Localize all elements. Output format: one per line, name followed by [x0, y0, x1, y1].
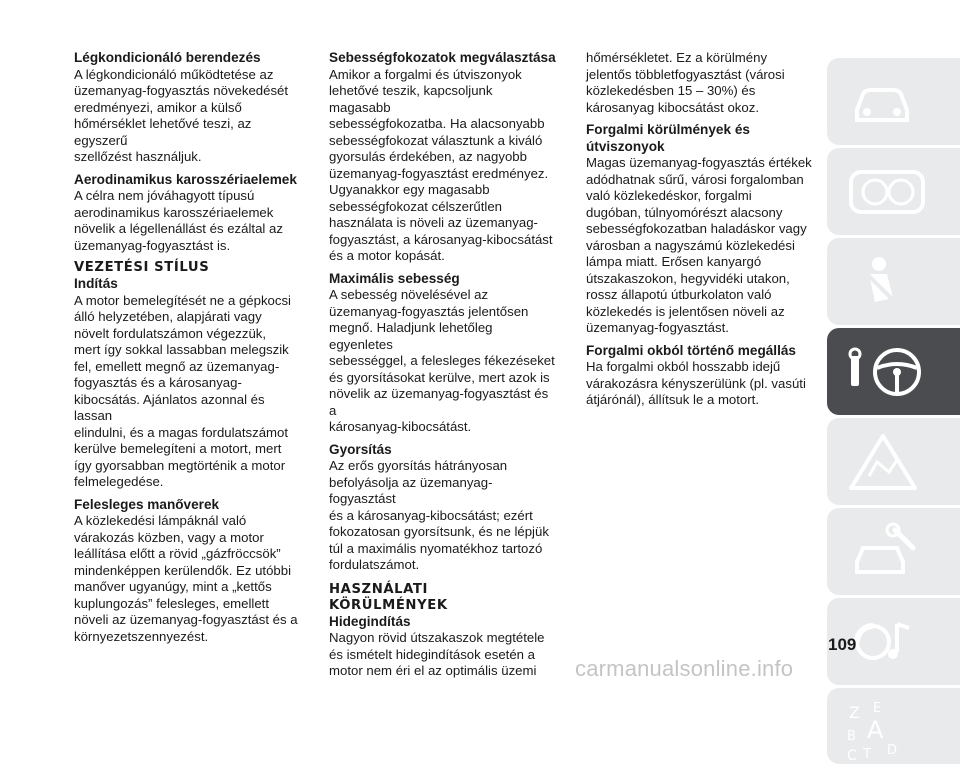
warning-triangle-icon	[847, 432, 927, 492]
index-letter-b: B	[847, 729, 856, 744]
column-2	[329, 50, 557, 686]
tab-index[interactable]	[827, 688, 960, 764]
paragraph-traffic-conditions: Magas üzemanyag-fogyasztás értékek adódhatnak sűrű, városi forgalomban való közlekedéskor, forgalmi dugóban, túlnyomórészt alacsony sebességfokozatban haladáskor vagy városban a nagyszámú közlekedési lámpa miatt. Erősen kanyargó útszakaszokon, hegyvidéki utakon, rossz állapotú útburkolaton való közlekedés is jelentősen növeli az üzemanyag-fogyasztást.	[586, 155, 812, 335]
index-letter-t: T	[863, 747, 871, 762]
heading-maximum-speed: Maximális sebesség	[329, 270, 460, 286]
heading-air-conditioning: Légkondicionáló berendezés	[74, 50, 261, 65]
tab-car[interactable]	[827, 58, 960, 145]
heading-traffic-stops: Forgalmi okból történő megállás	[586, 342, 796, 358]
index-letter-d: D	[887, 743, 898, 758]
index-letters-icon	[847, 702, 937, 762]
page-number: 109	[828, 635, 857, 654]
index-letter-z: Z	[849, 703, 860, 722]
index-letter-a: A	[867, 716, 884, 744]
paragraph-cold-start: Nagyon rövid útszakaszok megtétele és ismételt hidegindítások esetén a motor nem éri el az optimális üzemi	[329, 630, 545, 678]
seat-safety-icon	[847, 252, 917, 312]
column-1	[74, 50, 302, 651]
heading-acceleration: Gyorsítás	[329, 441, 392, 457]
steering-wheel-key-icon	[847, 342, 937, 402]
dashboard-icon	[847, 162, 927, 222]
car-icon	[847, 72, 917, 132]
heading-traffic-conditions: Forgalmi körülmények és útviszonyok	[586, 122, 750, 154]
tab-emergency[interactable]	[827, 418, 960, 505]
index-letter-e: E	[873, 702, 882, 716]
paragraph-maximum-speed: A sebesség növelésével az üzemanyag-fogyasztás jelentősen megnő. Haladjunk lehetőleg egyenletes sebességgel, a felesleges fékezéseket és gyorsításokat kerülve, mert azok is növelik az üzemanyag-fogyasztást és a károsanyag-kibocsátást.	[329, 287, 555, 434]
paragraph-acceleration: Az erős gyorsítás hátrányosan befolyásolja az üzemanyag-fogyasztást és a károsanyag-kibocsátást; ezért fokozatosan gyorsítsunk, és ne lépjük túl a maximális nyomatékhoz tartozó fordulatszámot.	[329, 458, 549, 572]
heading-aerodynamic-parts: Aerodinamikus karosszériaelemek	[74, 171, 297, 187]
paragraph-starting: A motor bemelegítését ne a gépkocsi álló helyzetében, alapjárati vagy növelt fordulatszámon végezzük, mert így sokkal lassabban melegszik fel, emellett megnő az üzemanyag- fogyasztás és a károsanyag- kibocsátás. Ajánlatos azonnal és lassan elindulni, és a magas fordulatszámot kerülve bemelegíteni a motort, mert így gyorsabban megtörténik a motor felmelegedése.	[74, 292, 291, 489]
paragraph-cold-start-continued: hőmérsékletet. Ez a körülmény jelentős többletfogyasztást (városi közlekedésben 15 – 30%) és károsanyag kibocsátást okoz.	[586, 50, 785, 115]
paragraph-air-conditioning: A légkondicionáló működtetése az üzemanyag-fogyasztás növekedését eredményezi, amikor a külső hőmérséklet lehetővé teszi, az egyszerű szellőzést használjuk.	[74, 66, 289, 164]
paragraph-aerodynamic-parts: A célra nem jóváhagyott típusú aerodinamikus karosszériaelemek növelik a légellenállást és ezáltal az üzemanyag-fogyasztást is.	[74, 188, 283, 253]
tab-starting-driving[interactable]	[827, 328, 960, 415]
section-title-conditions-line2: KÖRÜLMÉNYEK	[329, 597, 448, 613]
heading-starting: Indítás	[74, 276, 118, 291]
section-title-conditions-line1: HASZNÁLATI	[329, 581, 429, 597]
heading-gear-selection: Sebességfokozatok megválasztása	[329, 50, 556, 65]
chapter-tabs	[827, 58, 960, 767]
wrench-car-icon	[847, 522, 927, 582]
paragraph-traffic-stops: Ha forgalmi okból hosszabb idejű várakozásra kényszerülünk (pl. vasúti átjárónál), állítsuk le a motort.	[586, 359, 806, 407]
tab-dashboard[interactable]	[827, 148, 960, 235]
paragraph-gear-selection: Amikor a forgalmi és útviszonyok lehetővé teszik, kapcsoljunk magasabb sebességfokozatba. Ha alacsonyabb sebességfokozat választunk a kiváló gyorsulás érdekében, az nagyobb üzemanyag-fogyasztást eredményez. Ugyanakkor egy magasabb sebességfokozat célszerűtlen használata is növeli az üzemanyag- fogyasztást, a károsanyag-kibocsátást és a motor kopását.	[329, 66, 553, 263]
section-title-driving-style: VEZETÉSI STÍLUS	[74, 260, 210, 275]
tab-maintenance[interactable]	[827, 508, 960, 595]
column-3	[586, 50, 814, 415]
heading-cold-start: Hidegindítás	[329, 613, 411, 629]
watermark: carmanualsonline.info	[575, 656, 794, 681]
tab-safety[interactable]	[827, 238, 960, 325]
paragraph-unnecessary-manoeuvres: A közlekedési lámpáknál való várakozás közben, vagy a motor leállítása előtt a rövid „gázfröccsök” mindenképpen kerülendők. Ez utóbbi manőver ugyanúgy, mint a „kettős kuplungozás” felesleges, emellett növeli az üzemanyag-fogyasztást és a környezetszennyezést.	[74, 513, 298, 644]
multimedia-icon	[847, 612, 927, 672]
index-letter-c: C	[847, 748, 857, 762]
heading-unnecessary-manoeuvres: Felesleges manőverek	[74, 496, 220, 512]
